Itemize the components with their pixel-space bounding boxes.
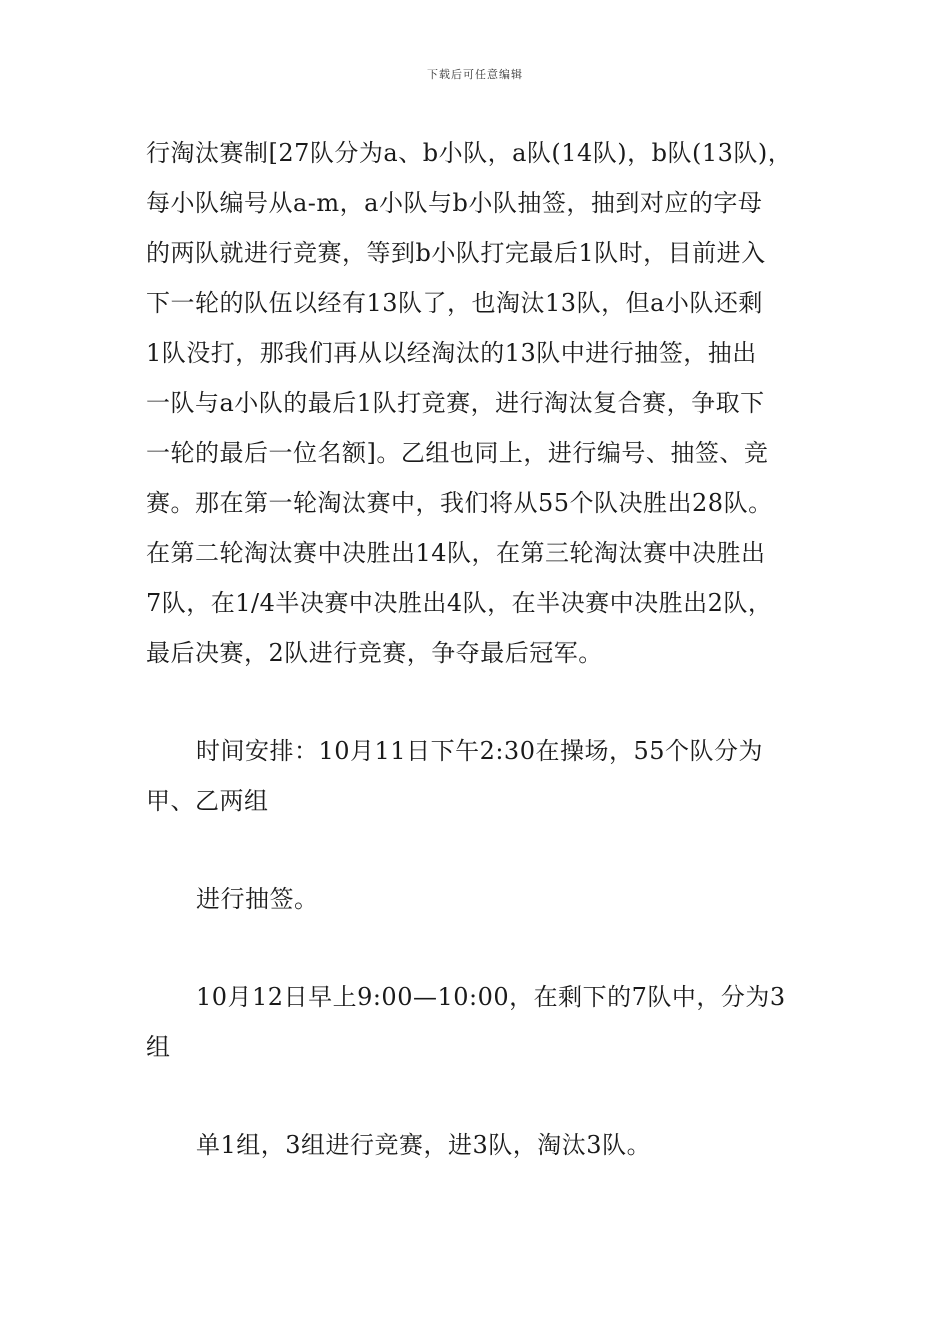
text-line: 的两队就进行竞赛，等到b小队打完最后1队时，目前进入 xyxy=(146,239,766,267)
paragraph-groups xyxy=(146,1120,818,1170)
text-line: 7队，在1/4半决赛中决胜出4队，在半决赛中决胜出2队， xyxy=(146,589,773,617)
text-line: 1队没打，那我们再从以经淘汰的13队中进行抽签，抽出 xyxy=(146,339,757,367)
paragraph-tournament-rules xyxy=(146,128,818,678)
paragraph-spacer xyxy=(146,924,818,972)
paragraph-spacer xyxy=(146,1072,818,1120)
text-line: 组 xyxy=(146,1033,171,1061)
text-line: 甲、乙两组 xyxy=(146,787,269,815)
text-line: 进行抽签。 xyxy=(196,885,319,913)
text-line: 赛。那在第一轮淘汰赛中，我们将从55个队决胜出28队。 xyxy=(146,489,773,517)
text-line: 一轮的最后一位名额]。乙组也同上，进行编号、抽签、竞 xyxy=(146,439,769,467)
paragraph-spacer xyxy=(146,678,818,726)
text-line: 最后决赛，2队进行竞赛，争夺最后冠军。 xyxy=(146,639,603,667)
text-line: 下一轮的队伍以经有13队了，也淘汰13队，但a小队还剩 xyxy=(146,289,763,317)
page-header-note: 下载后可任意编辑 xyxy=(427,68,523,81)
text-line: 10月12日早上9:00—10:00，在剩下的7队中，分为3 xyxy=(196,983,786,1011)
paragraph-draw xyxy=(146,874,818,924)
text-line: 行淘汰赛制[27队分为a、b小队，a队(14队)，b队(13队)， xyxy=(146,139,793,167)
text-line: 每小队编号从a-m，a小队与b小队抽签，抽到对应的字母 xyxy=(146,189,763,217)
text-line: 在第二轮淘汰赛中决胜出14队，在第三轮淘汰赛中决胜出 xyxy=(146,539,766,567)
paragraph-schedule xyxy=(146,726,818,826)
text-line: 单1组，3组进行竞赛，进3队，淘汰3队。 xyxy=(196,1131,652,1159)
text-line: 一队与a小队的最后1队打竞赛，进行淘汰复合赛，争取下 xyxy=(146,389,765,417)
paragraph-oct12 xyxy=(146,972,818,1072)
text-line: 时间安排：10月11日下午2:30在操场，55个队分为 xyxy=(196,737,764,765)
document-body xyxy=(146,128,818,1170)
paragraph-spacer xyxy=(146,826,818,874)
